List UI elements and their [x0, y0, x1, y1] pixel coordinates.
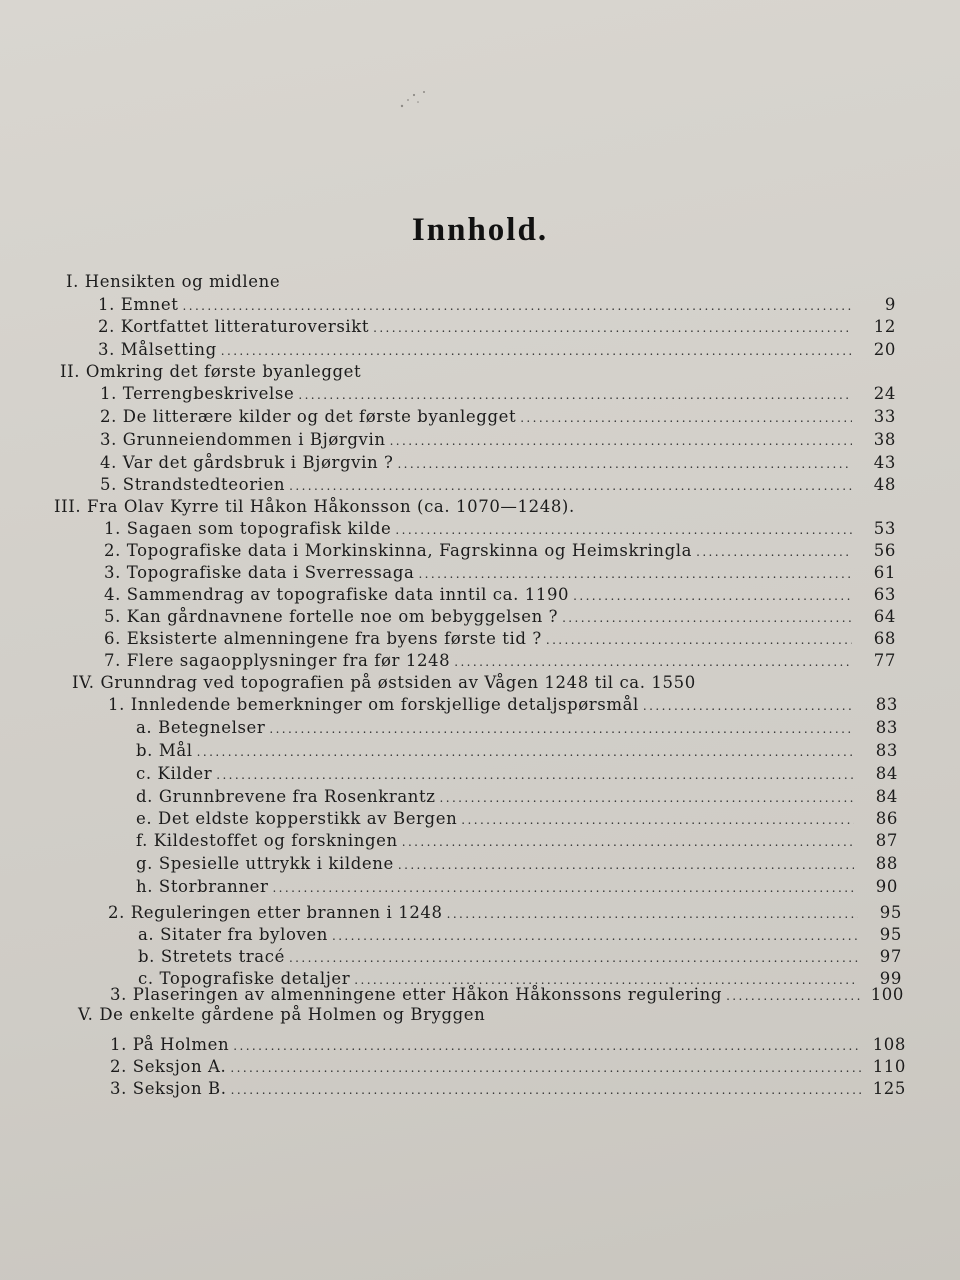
- toc-page-number: 56: [873, 541, 896, 560]
- toc-chapter: [78, 1004, 678, 1026]
- leader-dots: [447, 903, 858, 925]
- toc-page-number: 38: [873, 430, 896, 449]
- toc-label: 5. Strandstedteorien: [100, 475, 286, 494]
- toc-page-number: 68: [873, 629, 896, 648]
- toc-label: 2. Topografiske data i Morkinskinna, Fagrskinna og Heimskringla: [104, 541, 693, 560]
- toc-entry: [98, 339, 896, 361]
- toc-label: b. Mål: [136, 741, 193, 760]
- toc-entry: [98, 316, 896, 338]
- toc-entry: [110, 1078, 906, 1100]
- toc-label: 7. Flere sagaopplysninger fra før 1248: [104, 651, 451, 670]
- leader-dots: [696, 541, 852, 563]
- toc-entry: [110, 1056, 906, 1078]
- toc-entry: [100, 429, 896, 451]
- leader-dots: [454, 651, 852, 673]
- toc-page-number: 33: [873, 407, 896, 426]
- toc-entry: [104, 628, 896, 650]
- toc-entry: [104, 562, 896, 584]
- toc-label: e. Det eldste kopperstikk av Bergen: [136, 809, 458, 828]
- toc-page-number: 63: [873, 585, 896, 604]
- toc-page-number: 99: [879, 969, 902, 988]
- leader-dots: [183, 295, 852, 317]
- toc-entry: [100, 383, 896, 405]
- toc-page-number: 20: [873, 340, 896, 359]
- toc-page-number: 110: [872, 1057, 906, 1076]
- toc-page-number: 12: [873, 317, 896, 336]
- toc-subentry: [136, 853, 898, 875]
- toc-label: II. Omkring det første byanlegget: [60, 362, 362, 381]
- toc-label: d. Grunnbrevene fra Rosenkrantz: [136, 787, 436, 806]
- toc-entry: [98, 294, 896, 316]
- toc-subentry: [138, 924, 902, 946]
- toc-label: c. Topografiske detaljer: [138, 969, 351, 988]
- toc-subentry: [136, 763, 898, 785]
- leader-dots: [520, 407, 852, 429]
- toc-page-number: 9: [884, 295, 896, 314]
- toc-entry: [104, 540, 896, 562]
- toc-chapter: [60, 361, 620, 383]
- page-title: Innhold.: [411, 212, 549, 248]
- leader-dots: [197, 741, 854, 763]
- leader-dots: [402, 831, 854, 853]
- toc-label: 1. På Holmen: [110, 1035, 230, 1054]
- toc-label: 3. Grunneiendommen i Bjørgvin: [100, 430, 386, 449]
- toc-label: h. Storbranner: [136, 877, 269, 896]
- toc-label: a. Sitater fra byloven: [138, 925, 328, 944]
- toc-label: 3. Målsetting: [98, 340, 217, 359]
- toc-label: 1. Innledende bemerkninger om forskjellige detaljspørsmål: [108, 695, 639, 714]
- toc-label: 3. Plaseringen av almenningene etter Håkon Håkonssons regulering: [110, 985, 723, 1004]
- leader-dots: [395, 519, 852, 541]
- leader-dots: [440, 787, 854, 809]
- toc-subentry: [136, 830, 898, 852]
- toc-page-number: 77: [873, 651, 896, 670]
- toc-label: 4. Sammendrag av topografiske data inntil ca. 1190: [104, 585, 570, 604]
- toc-page-number: 97: [879, 947, 902, 966]
- leader-dots: [398, 854, 854, 876]
- leader-dots: [546, 629, 852, 651]
- toc-entry: [100, 406, 896, 428]
- toc-entry: [100, 452, 896, 474]
- toc-label: 4. Var det gårdsbruk i Bjørgvin ?: [100, 453, 394, 472]
- toc-label: 3. Seksjon B.: [110, 1079, 227, 1098]
- toc-page-number: 64: [873, 607, 896, 626]
- toc-subentry: [138, 946, 902, 968]
- toc-page-number: 90: [875, 877, 898, 896]
- toc-page-number: 83: [875, 718, 898, 737]
- toc-page-number: 125: [872, 1079, 906, 1098]
- leader-dots: [643, 695, 854, 717]
- leader-dots: [573, 585, 852, 607]
- toc-page-number: 61: [873, 563, 896, 582]
- toc-page-number: 43: [873, 453, 896, 472]
- toc-label: g. Spesielle uttrykk i kildene: [136, 854, 394, 873]
- toc-page-number: 24: [873, 384, 896, 403]
- toc-label: b. Stretets tracé: [138, 947, 285, 966]
- leader-dots: [289, 947, 858, 969]
- toc-label: f. Kildestoffet og forskningen: [136, 831, 398, 850]
- toc-page-number: 83: [875, 695, 898, 714]
- toc-page-number: 86: [875, 809, 898, 828]
- toc-subentry: [136, 808, 898, 830]
- toc-label: 5. Kan gårdnavnene fortelle noe om bebyggelsen ?: [104, 607, 559, 626]
- toc-subentry: [136, 786, 898, 808]
- leader-dots: [461, 809, 854, 831]
- leader-dots: [216, 764, 854, 786]
- toc-entry: [104, 584, 896, 606]
- toc-chapter: [54, 496, 754, 518]
- leader-dots: [298, 384, 852, 406]
- toc-entry: [110, 1034, 906, 1056]
- leader-dots: [230, 1057, 862, 1079]
- leader-dots: [231, 1079, 862, 1101]
- toc-entry: [104, 606, 896, 628]
- leader-dots: [272, 877, 854, 899]
- toc-page-number: 48: [873, 475, 896, 494]
- toc-page-number: 108: [872, 1035, 906, 1054]
- leader-dots: [418, 563, 852, 585]
- toc-page-number: 95: [879, 925, 902, 944]
- toc-label: a. Betegnelser: [136, 718, 266, 737]
- toc-entry: [108, 902, 902, 924]
- toc-page-number: 84: [875, 764, 898, 783]
- toc-label: 2. De litterære kilder og det første byanlegget: [100, 407, 517, 426]
- toc-entry: [104, 518, 896, 540]
- leader-dots: [233, 1035, 862, 1057]
- leader-dots: [332, 925, 858, 947]
- toc-label: IV. Grunndrag ved topografien på østsiden av Vågen 1248 til ca. 1550: [72, 673, 696, 692]
- toc-subentry: [136, 876, 898, 898]
- toc-subentry: [136, 717, 898, 739]
- toc-label: I. Hensikten og midlene: [66, 272, 281, 291]
- toc-label: III. Fra Olav Kyrre til Håkon Håkonsson (ca. 1070—1248).: [54, 497, 575, 516]
- leader-dots: [373, 317, 852, 339]
- toc-label: 1. Sagaen som topografisk kilde: [104, 519, 392, 538]
- toc-label: 2. Seksjon A.: [110, 1057, 227, 1076]
- toc-entry: [100, 474, 896, 496]
- toc-page-number: 83: [875, 741, 898, 760]
- toc-page-number: 95: [879, 903, 902, 922]
- toc-label: 6. Eksisterte almenningene fra byens første tid ?: [104, 629, 542, 648]
- leader-dots: [390, 430, 852, 452]
- toc-label: V. De enkelte gårdene på Holmen og Bryggen: [78, 1005, 486, 1024]
- toc-entry: [104, 650, 896, 672]
- toc-entry: [108, 694, 898, 716]
- leader-dots: [269, 718, 854, 740]
- toc-label: c. Kilder: [136, 764, 213, 783]
- toc-page-number: 88: [875, 854, 898, 873]
- leader-dots: [397, 453, 852, 475]
- toc-chapter: [66, 271, 626, 293]
- toc-label: 1. Terrengbeskrivelse: [100, 384, 295, 403]
- leader-dots: [562, 607, 852, 629]
- toc-page-number: 53: [873, 519, 896, 538]
- toc-label: 2. Kortfattet litteraturoversikt: [98, 317, 370, 336]
- toc-entry: [110, 984, 904, 1006]
- toc-label: 2. Reguleringen etter brannen i 1248: [108, 903, 443, 922]
- toc-page-number: 87: [875, 831, 898, 850]
- leader-dots: [221, 340, 852, 362]
- toc-subentry: [136, 740, 898, 762]
- toc-page-number: 84: [875, 787, 898, 806]
- toc-page-number: 100: [870, 985, 904, 1004]
- toc-label: 1. Emnet: [98, 295, 179, 314]
- toc-chapter: [72, 672, 832, 694]
- leader-dots: [726, 985, 860, 1007]
- leader-dots: [289, 475, 852, 497]
- toc-label: 3. Topografiske data i Sverressaga: [104, 563, 415, 582]
